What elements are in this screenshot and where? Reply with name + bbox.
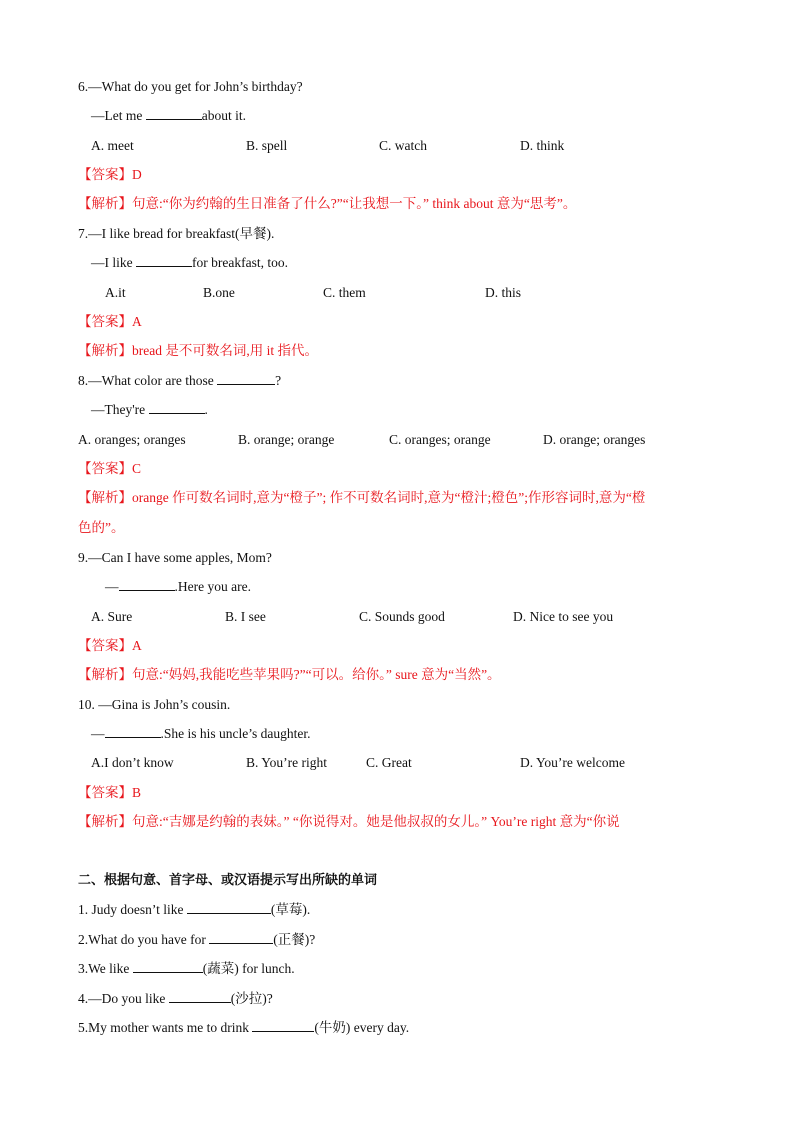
q9-option-c: C. Sounds good — [359, 609, 445, 624]
q10-option-c: C. Great — [366, 755, 412, 770]
q10-blank — [105, 725, 161, 738]
fill-item-1-blank — [187, 901, 271, 914]
fill-item-1-post: (草莓). — [270, 902, 311, 917]
q9-option-a: A. Sure — [91, 609, 133, 624]
fill-item-2-post: (正餐)? — [273, 932, 316, 947]
fill-item-5-pre: 5.My mother wants me to drink — [78, 1020, 253, 1035]
q8-stem-pre: 8.—What color are those — [78, 373, 218, 388]
q7-reply-pre: —I like — [91, 255, 136, 270]
q10-option-a: A.I don’t know — [91, 755, 174, 770]
fill-item-4-pre: 4.—Do you like — [78, 991, 169, 1006]
fill-item-5 — [78, 1019, 409, 1037]
q7-option-b: B.one — [203, 285, 235, 300]
fill-item-3-blank — [133, 960, 203, 973]
q7-answer: 【答案】A — [78, 314, 142, 329]
fill-item-4-post: (沙拉)? — [230, 991, 273, 1006]
q7-option-a: A.it — [105, 285, 126, 300]
q6-stem: 6.—What do you get for John’s birthday? — [78, 79, 303, 94]
q8-reply — [91, 401, 208, 419]
q8-reply-blank — [149, 401, 205, 414]
q10-reply-post: .She is his uncle’s daughter. — [160, 726, 311, 741]
q8-stem — [78, 372, 281, 390]
q8-reply-pre: —They're — [91, 402, 149, 417]
q8-option-c: C. oranges; orange — [389, 432, 491, 447]
q6-option-d: D. think — [520, 138, 565, 153]
q7-blank — [136, 254, 192, 267]
q8-option-d: D. orange; oranges — [543, 432, 646, 447]
q6-reply-post: about it. — [201, 108, 246, 123]
q10-reply-pre: — — [91, 726, 105, 741]
q9-stem: 9.—Can I have some apples, Mom? — [78, 550, 272, 565]
q6-reply — [91, 107, 246, 125]
q7-option-d: D. this — [485, 285, 522, 300]
q6-option-c: C. watch — [379, 138, 427, 153]
q8-option-a: A. oranges; oranges — [78, 432, 186, 447]
fill-item-4 — [78, 990, 273, 1008]
q8-stem-blank — [217, 372, 275, 385]
q9-reply — [105, 578, 251, 596]
q10-answer: 【答案】B — [78, 785, 142, 800]
q6-option-a: A. meet — [91, 138, 134, 153]
section2-title: 二、根据句意、首字母、或汉语提示写出所缺的单词 — [78, 873, 378, 888]
fill-item-3 — [78, 960, 295, 978]
q6-answer: 【答案】D — [78, 167, 142, 182]
fill-item-2 — [78, 931, 315, 949]
q9-answer: 【答案】A — [78, 638, 142, 653]
q6-blank — [146, 107, 202, 120]
q8-reply-post: . — [204, 402, 208, 417]
q8-answer: 【答案】C — [78, 461, 142, 476]
q6-option-b: B. spell — [246, 138, 288, 153]
q10-option-d: D. You’re welcome — [520, 755, 625, 770]
q9-option-d: D. Nice to see you — [513, 609, 614, 624]
q10-option-b: B. You’re right — [246, 755, 328, 770]
q6-reply-pre: —Let me — [91, 108, 146, 123]
q8-analysis-line1: 【解析】orange 作可数名词时,意为“橙子”; 作不可数名词时,意为“橙汁;橙色”;作形容词时,意为“橙 — [78, 490, 646, 505]
q10-stem: 10. —Gina is John’s cousin. — [78, 697, 231, 712]
q8-analysis-line2: 色的”。 — [78, 520, 125, 535]
q7-reply — [91, 254, 288, 272]
q9-analysis: 【解析】句意:“妈妈,我能吃些苹果吗?”“可以。给你。” sure 意为“当然”。 — [78, 667, 501, 682]
q7-reply-post: for breakfast, too. — [192, 255, 288, 270]
fill-item-1-pre: 1. Judy doesn’t like — [78, 902, 187, 917]
q7-option-c: C. them — [323, 285, 366, 300]
fill-item-2-blank — [209, 931, 273, 944]
q9-blank — [119, 578, 175, 591]
q8-option-b: B. orange; orange — [238, 432, 335, 447]
fill-item-3-post: (蔬菜) for lunch. — [202, 961, 295, 976]
q9-reply-post: .Here you are. — [174, 579, 251, 594]
q7-analysis: 【解析】bread 是不可数名词,用 it 指代。 — [78, 343, 318, 358]
fill-item-1 — [78, 901, 310, 919]
fill-item-5-post: (牛奶) every day. — [314, 1020, 410, 1035]
fill-item-3-pre: 3.We like — [78, 961, 133, 976]
q8-stem-post: ? — [275, 373, 282, 388]
q9-option-b: B. I see — [225, 609, 266, 624]
q6-analysis: 【解析】句意:“你为约翰的生日准备了什么?”“让我想一下。” think about 意为“思考”。 — [78, 196, 577, 211]
q10-reply — [91, 725, 310, 743]
fill-item-4-blank — [169, 990, 231, 1003]
fill-item-2-pre: 2.What do you have for — [78, 932, 210, 947]
q10-analysis: 【解析】句意:“吉娜是约翰的表妹。” “你说得对。她是他叔叔的女儿。” You’re right 意为“你说 — [78, 814, 620, 829]
q7-stem: 7.—I like bread for breakfast(早餐). — [78, 226, 275, 241]
fill-item-5-blank — [252, 1019, 314, 1032]
q9-reply-pre: — — [105, 579, 119, 594]
